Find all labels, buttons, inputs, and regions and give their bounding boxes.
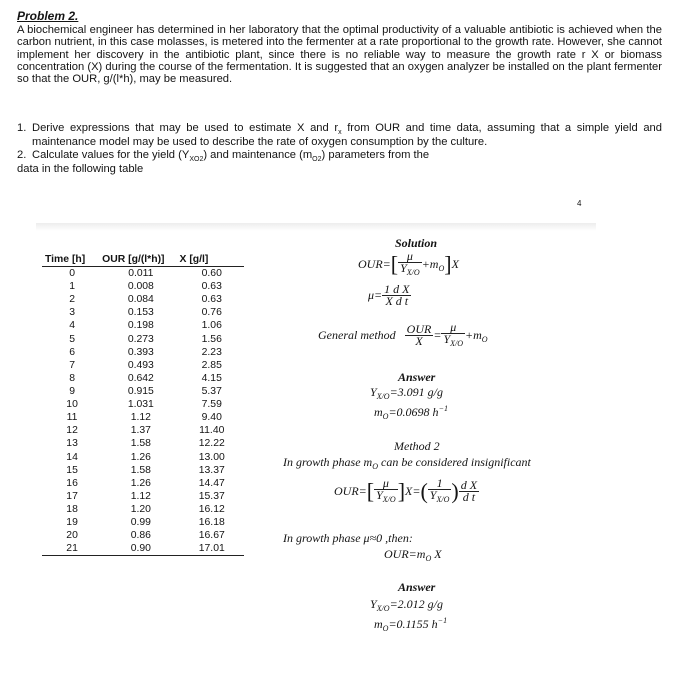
- eq3-x: X: [415, 334, 423, 348]
- equation-general-method: [318, 322, 488, 349]
- table-row: [42, 542, 244, 556]
- cell-x: 15.37: [198, 490, 225, 502]
- cell-time: 3: [69, 307, 75, 319]
- eq1-close-bracket: ]: [444, 251, 452, 277]
- ans2-m: m: [374, 617, 383, 631]
- eq1-m-sub: O: [438, 263, 445, 273]
- cell-our: 1.58: [130, 464, 151, 476]
- cell-our: 0.493: [127, 359, 154, 371]
- ans1-m-sub: O: [382, 412, 389, 421]
- cell-time: 8: [69, 372, 75, 384]
- cell-time: 12: [66, 425, 78, 437]
- cell-our: 1.12: [130, 412, 151, 424]
- eq3-mu: μ: [441, 322, 465, 334]
- eq4-fraction-3: [459, 480, 479, 503]
- answer-1-yield: [370, 385, 443, 401]
- eq4-y-sub: X/O: [382, 495, 396, 504]
- equation-mu: [368, 284, 411, 307]
- ans1-y-sub: X/O: [376, 392, 390, 401]
- eq1-our: OUR: [358, 257, 383, 271]
- header-our: OUR [g/(l*h)]: [102, 253, 179, 267]
- ans2-y: Y: [370, 597, 377, 611]
- eq1-fraction: [398, 251, 422, 278]
- eq1-x: X: [451, 257, 459, 271]
- cell-our: 0.90: [102, 542, 179, 556]
- question-2-text: [32, 149, 662, 163]
- eq4-y2: Y: [429, 488, 437, 502]
- eq5-x: X: [431, 547, 442, 561]
- cell-x: 16.18: [198, 517, 225, 529]
- eq4-close-paren: ): [451, 478, 459, 504]
- problem-intro: A biochemical engineer has determined in her laboratory that the optimal productivity of a valuable antibiotic is achieved when the carbon nutrient, in this case molasses, is metered into the fermenter at a rate proportional to the growth rate. However, she cannot implement her discovery in the antibiotic plant, since there is no reliable way to measure the growth rate r X or biomass concentration (X) during the course of the fermentation. It is suggested that an oxygen analyzer be installed on the plant fermenter so that the OUR, g/(l*h), may be measured.: [17, 24, 662, 86]
- eq3-m: m: [473, 327, 482, 342]
- cell-our: 0.008: [127, 281, 154, 293]
- table-body: [42, 267, 244, 556]
- eq1-plus: +: [421, 257, 430, 271]
- cell-time: 17: [66, 490, 78, 502]
- data-table: [42, 253, 244, 556]
- question-1-text-b: from OUR and time data, assuming that a simple yield and maintenance model may be used to describe the rate of oxygen consumption by the culture.: [32, 122, 662, 149]
- solution-heading: Solution: [395, 236, 438, 250]
- answer-2-heading: Answer: [398, 580, 436, 594]
- cell-x: 1.56: [201, 333, 222, 345]
- cell-x: 11.40: [199, 425, 225, 437]
- growth-phase-text-a: In growth phase m: [283, 455, 373, 469]
- cell-x: 16.12: [198, 504, 225, 516]
- ans1-m: m: [374, 405, 383, 419]
- table-row: [42, 424, 244, 437]
- table-row: [42, 319, 244, 332]
- cell-x: 12.22: [198, 438, 225, 450]
- eq4-fraction-1: [374, 478, 398, 505]
- cell-our: 0.393: [127, 346, 154, 358]
- table-header-row: [42, 253, 244, 267]
- cell-our: 0.915: [127, 386, 154, 398]
- eq1-y: Y: [400, 261, 407, 275]
- equation-our-model: [358, 251, 459, 278]
- cell-our: 0.86: [130, 530, 151, 542]
- cell-time: 7: [69, 359, 75, 371]
- cell-x: 0.63: [201, 281, 222, 293]
- problem-title: Problem 2.: [17, 9, 79, 23]
- cell-time: 15: [66, 464, 78, 476]
- cell-x: 0.76: [201, 307, 222, 319]
- eq3-equals: =: [433, 328, 442, 342]
- page-number: 4: [577, 199, 582, 208]
- eq4-equals-1: =: [358, 484, 367, 498]
- eq4-dt: d t: [462, 490, 476, 504]
- cell-our: 1.12: [130, 490, 151, 502]
- cell-our: 1.031: [127, 399, 154, 411]
- cell-time: 20: [66, 530, 78, 542]
- equation-our-mox: [384, 547, 442, 563]
- table-row: [42, 372, 244, 385]
- eq4-fraction-2: [428, 478, 452, 505]
- eq4-our: OUR: [334, 484, 359, 498]
- cell-time: 10: [66, 399, 78, 411]
- eq4-x: X: [405, 484, 413, 498]
- cell-our: 0.084: [127, 294, 154, 306]
- cell-time: 16: [66, 477, 78, 489]
- cell-x: 0.63: [201, 294, 222, 306]
- growth-phase-sub: O: [372, 462, 379, 471]
- eq3-m-sub: O: [481, 334, 488, 344]
- eq4-y2-sub: X/O: [436, 495, 450, 504]
- cell-time: 14: [66, 451, 78, 463]
- eq2-den: X d t: [385, 294, 409, 308]
- eq3-our: OUR: [406, 322, 432, 336]
- table-row: [42, 293, 244, 306]
- cell-x: 1.06: [201, 320, 222, 332]
- cell-time: 6: [69, 346, 75, 358]
- eq1-equals: =: [382, 257, 391, 271]
- question-2-text-c: ) parameters from the: [321, 148, 430, 161]
- question-2-subscript-b: O2: [312, 155, 322, 163]
- cell-x: 0.60: [201, 268, 222, 280]
- table-row: [42, 529, 244, 542]
- question-1-text: [32, 122, 662, 149]
- cell-x: 14.47: [198, 477, 225, 489]
- eq3-fraction-right: [441, 322, 465, 349]
- question-2-text-b: ) and maintenance (m: [203, 148, 313, 161]
- growth-phase-note: [283, 455, 531, 471]
- eq2-fraction: [382, 284, 411, 307]
- eq1-y-sub: X/O: [406, 268, 420, 277]
- eq2-one: 1: [384, 282, 391, 296]
- question-1-text-a: Derive expressions that may be used to estimate X and r: [32, 122, 339, 134]
- cell-time: 18: [66, 504, 78, 516]
- cell-our: 0.642: [127, 372, 154, 384]
- ans1-y: Y: [370, 385, 377, 399]
- general-method-label: General method: [318, 328, 396, 342]
- table-row: [42, 490, 244, 503]
- eq3-plus: +: [465, 328, 474, 342]
- cell-x: 5.37: [201, 386, 222, 398]
- cell-x: 4.15: [201, 372, 222, 384]
- question-2-number: 2.: [17, 148, 27, 161]
- cell-x: 17.01: [180, 542, 244, 556]
- cell-time: 2: [69, 294, 75, 306]
- question-2-subscript-a: XO2: [189, 155, 204, 163]
- cell-our: 0.011: [128, 268, 154, 280]
- header-x: X [g/l]: [180, 253, 244, 267]
- ans1-m-exponent: −1: [438, 404, 448, 413]
- eq4-open-bracket: [: [366, 478, 375, 504]
- ans2-y-value: =2.012 g/g: [389, 597, 444, 611]
- cell-our: 0.273: [127, 333, 154, 345]
- table-row: [42, 503, 244, 516]
- growth-phase-text-b: can be considered insignificant: [378, 455, 531, 469]
- cell-x: 2.85: [201, 359, 222, 371]
- ans1-m-value: =0.0698 h: [388, 405, 439, 419]
- table-row: [42, 477, 244, 490]
- cell-time: 4: [69, 320, 75, 332]
- cell-time: 19: [66, 517, 78, 529]
- question-1-number: 1.: [17, 122, 27, 134]
- cell-time: 11: [66, 412, 78, 424]
- eq4-dx: d X: [460, 478, 478, 492]
- table-row: [42, 516, 244, 529]
- answer-1-heading: Answer: [398, 370, 436, 384]
- cell-our: 0.153: [127, 307, 154, 319]
- table-row: [42, 346, 244, 359]
- answer-2-yield: [370, 597, 443, 613]
- cell-x: 16.67: [198, 530, 225, 542]
- question-1-subscript: x: [338, 129, 342, 136]
- equation-method-2: [334, 478, 479, 505]
- cell-x: 2.23: [201, 346, 222, 358]
- table-row: [42, 359, 244, 372]
- table-row: [42, 280, 244, 293]
- table-row: [42, 411, 244, 424]
- eq2-mu: μ: [368, 288, 375, 302]
- cell-our: 1.26: [130, 477, 151, 489]
- cell-x: 13.00: [198, 451, 225, 463]
- table-row: [42, 267, 244, 281]
- cell-time: 0: [69, 268, 75, 280]
- growth-phase-zero: In growth phase μ≈0 ,then:: [283, 531, 413, 545]
- cell-time: 1: [69, 281, 75, 293]
- cell-time: 13: [66, 438, 78, 450]
- eq4-close-bracket: ]: [397, 478, 406, 504]
- eq3-y: Y: [443, 332, 451, 346]
- answer-1-maintenance: [374, 404, 448, 421]
- cell-time: 9: [69, 386, 75, 398]
- table-row: [42, 398, 244, 411]
- cell-our: 0.198: [127, 320, 154, 332]
- cell-x: 13.37: [198, 464, 225, 476]
- cell-time: 21: [42, 542, 102, 556]
- question-2: [17, 149, 662, 163]
- cell-our: 1.20: [130, 504, 151, 516]
- cell-x: 7.59: [201, 399, 222, 411]
- method-2-heading: Method 2: [394, 439, 440, 453]
- answer-2-maintenance: [374, 616, 447, 633]
- eq4-mu: μ: [374, 478, 398, 490]
- table-row: [42, 306, 244, 319]
- table-row: [42, 385, 244, 398]
- header-time: Time [h]: [42, 253, 102, 267]
- ans2-m-sub: O: [382, 624, 389, 633]
- eq3-fraction-left: [405, 324, 434, 347]
- question-list: [17, 122, 662, 175]
- eq1-m: m: [429, 256, 439, 271]
- cell-our: 1.26: [130, 451, 151, 463]
- cell-our: 0.99: [130, 517, 151, 529]
- eq2-equals: =: [374, 288, 383, 302]
- eq3-y-sub: X/O: [450, 339, 464, 348]
- cell-our: 1.37: [130, 425, 151, 437]
- eq4-y: Y: [376, 488, 383, 502]
- cell-our: 1.58: [130, 438, 151, 450]
- ans2-y-sub: X/O: [376, 604, 390, 613]
- question-2-text-a: Calculate values for the yield (Y: [32, 148, 190, 161]
- page-break-shade: [36, 223, 596, 231]
- eq2-dx: d X: [393, 282, 410, 296]
- ans2-m-exponent: −1: [437, 616, 448, 625]
- eq1-open-bracket: [: [390, 251, 399, 277]
- cell-x: 9.40: [201, 412, 222, 424]
- cell-time: 5: [69, 333, 75, 345]
- eq5-our-m: OUR=m: [384, 547, 426, 561]
- eq1-mu: μ: [398, 251, 422, 263]
- question-1: [17, 122, 662, 149]
- eq4-one: 1: [428, 478, 452, 490]
- eq4-equals-2: =: [412, 484, 421, 498]
- table-row: [42, 451, 244, 464]
- table-row: [42, 464, 244, 477]
- question-2-continuation: data in the following table: [17, 162, 144, 175]
- ans2-m-value: =0.1155 h: [388, 617, 438, 631]
- eq4-open-paren: (: [420, 478, 428, 504]
- eq5-m-sub: O: [425, 554, 432, 563]
- table-row: [42, 333, 244, 346]
- ans1-y-value: =3.091 g/g: [389, 385, 444, 399]
- table-row: [42, 437, 244, 450]
